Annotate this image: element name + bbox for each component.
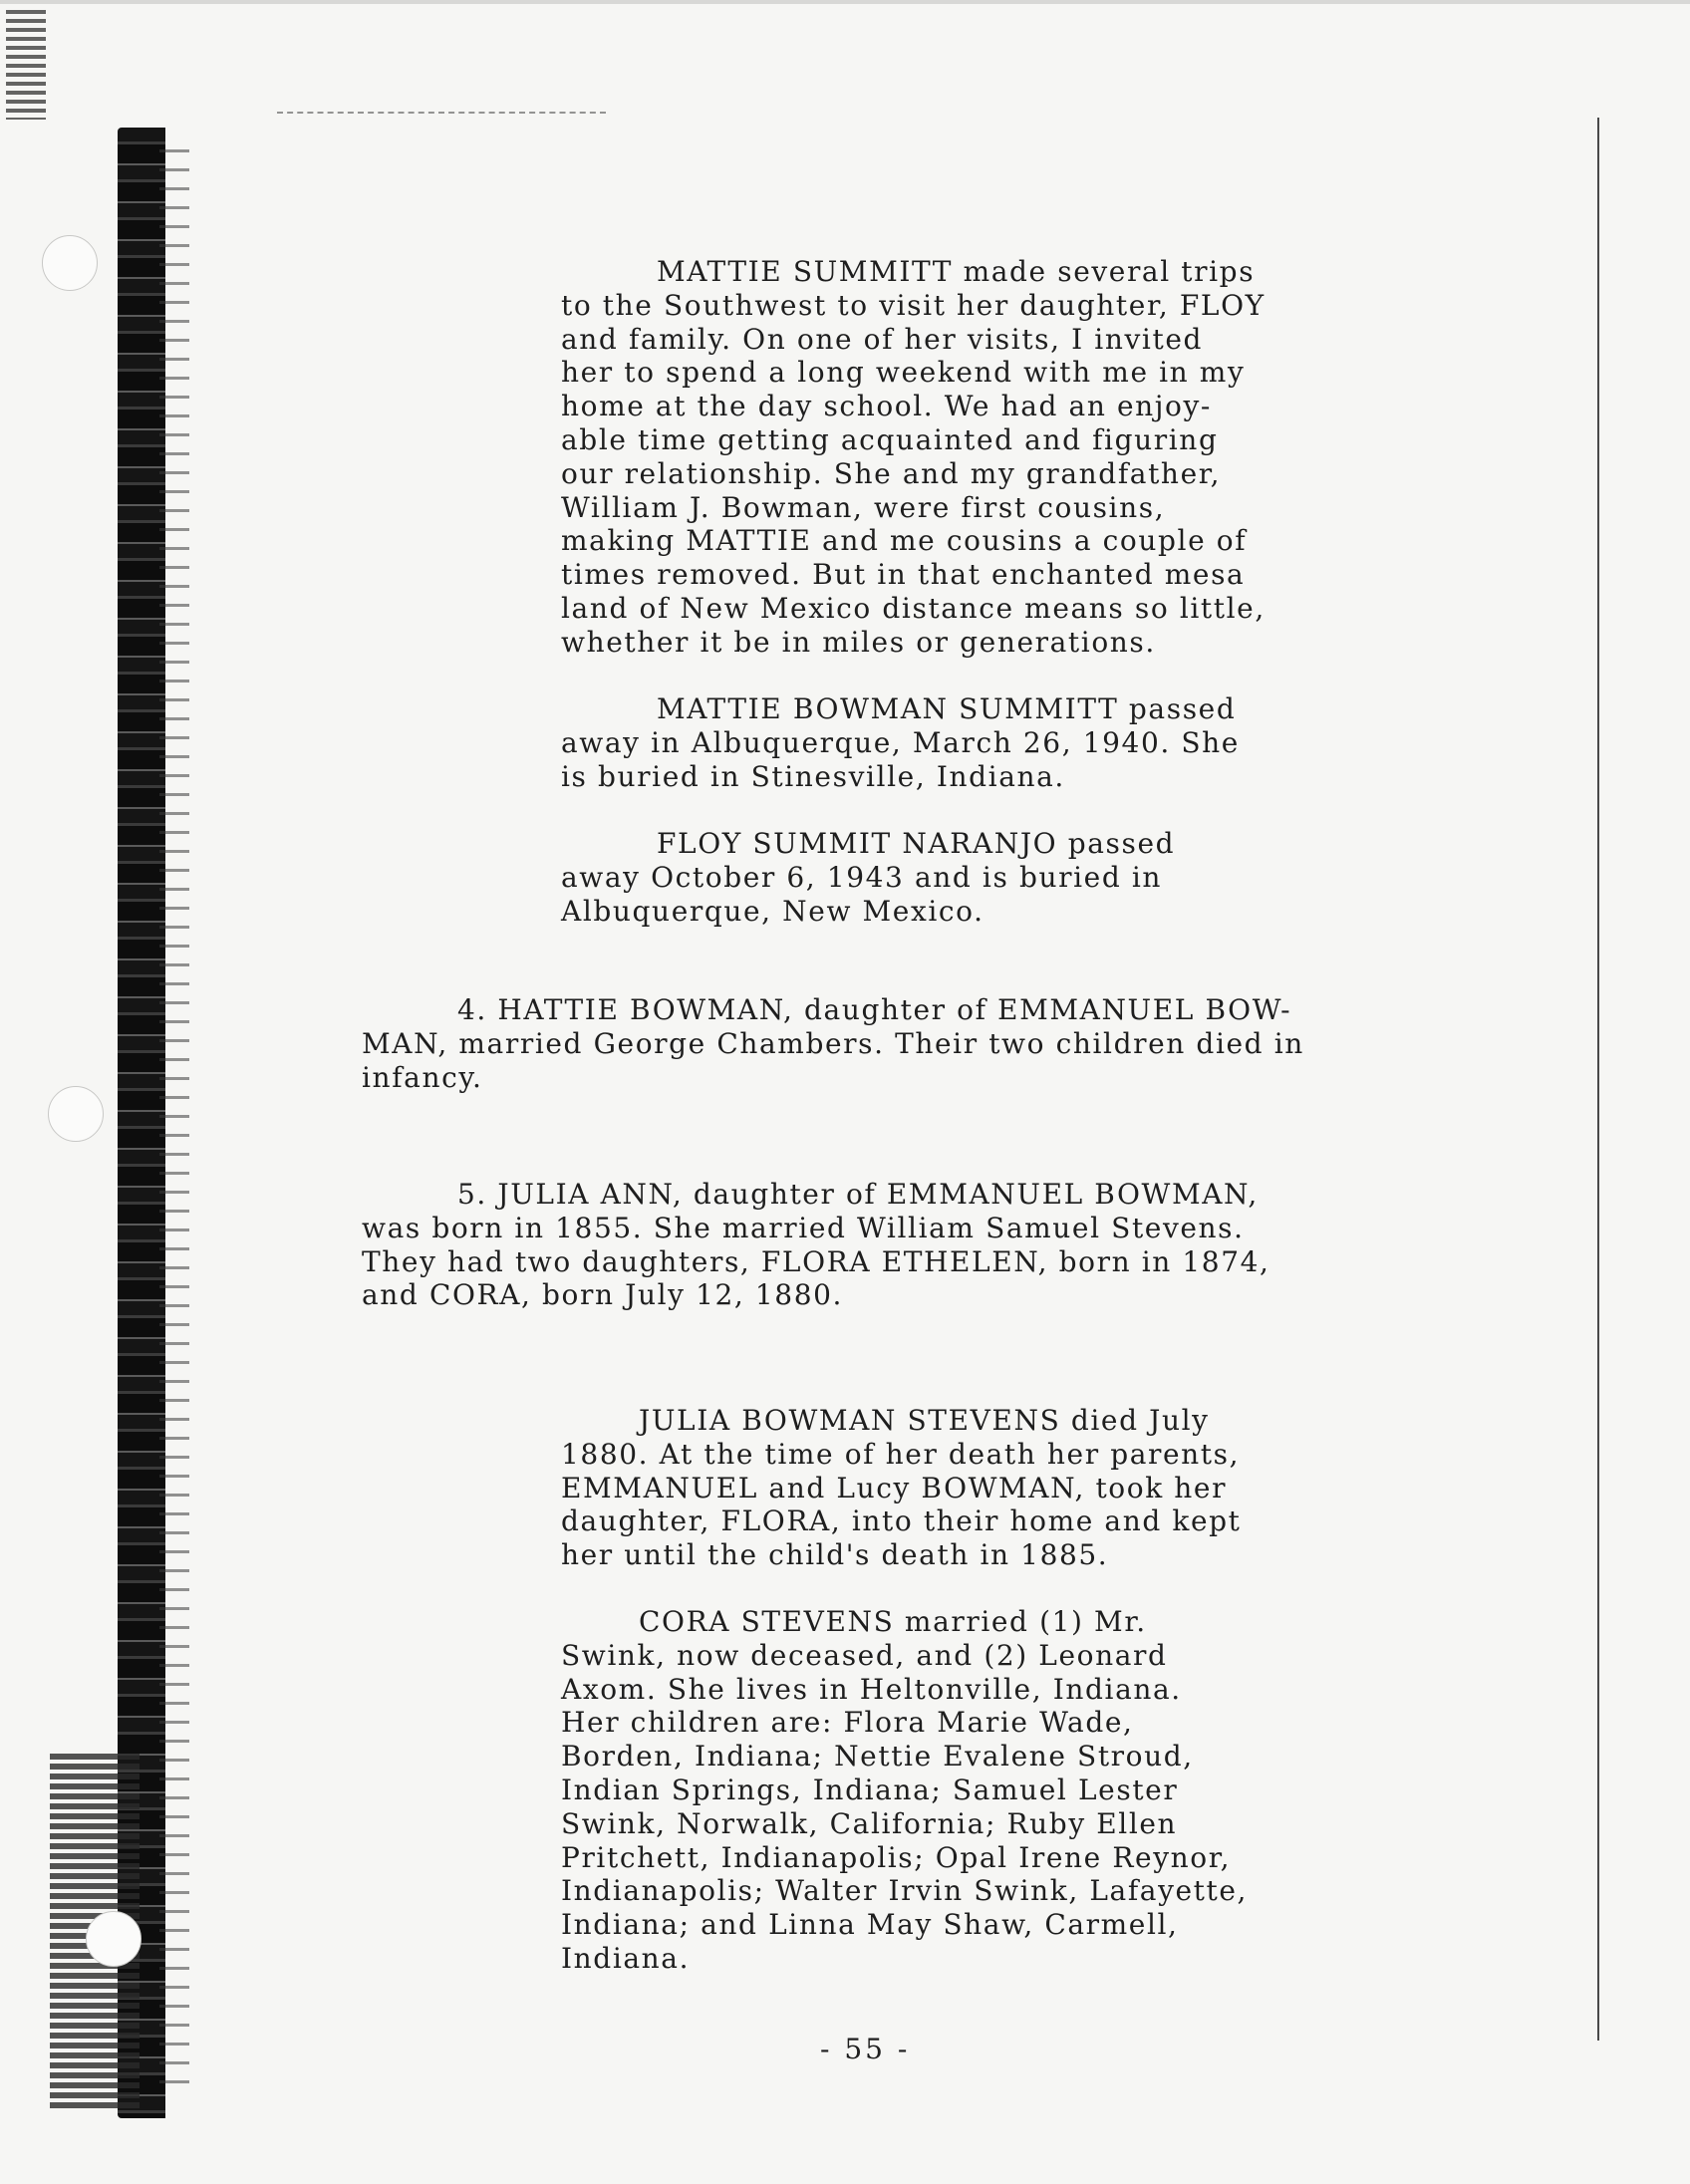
paragraph-mattie-death <box>561 692 1240 793</box>
text-line: They had two daughters, FLORA ETHELEN, born in 1874, <box>362 1244 1270 1278</box>
text-line: her to spend a long weekend with me in my <box>561 356 1246 390</box>
paragraph-julia-death <box>561 1404 1242 1572</box>
text-line: Indiana. <box>561 1941 691 1975</box>
punch-hole-middle <box>48 1086 104 1142</box>
text-line: Swink, Norwalk, California; Ruby Ellen <box>561 1806 1178 1840</box>
text-line: and CORA, born July 12, 1880. <box>362 1278 844 1312</box>
text-line: able time getting acquainted and figuring <box>561 422 1219 456</box>
paragraph-julia-ann <box>362 1178 1270 1312</box>
text-line: land of New Mexico distance means so little, <box>561 591 1266 625</box>
text-line: Borden, Indiana; Nettie Evalene Stroud, <box>561 1740 1194 1774</box>
text-line: home at the day school. We had an enjoy- <box>561 390 1212 423</box>
text-line: Indian Springs, Indiana; Samuel Lester <box>561 1773 1179 1806</box>
text-line: her until the child's death in 1885. <box>561 1538 1109 1572</box>
text-line: Swink, now deceased, and (2) Leonard <box>561 1638 1168 1672</box>
text-line: MATTIE BOWMAN SUMMITT passed <box>657 692 1237 725</box>
text-line: daughter, FLORA, into their home and kept <box>561 1504 1242 1538</box>
page-number: - 55 - <box>820 2033 911 2065</box>
text-line: Albuquerque, New Mexico. <box>561 894 985 928</box>
text-line: our relationship. She and my grandfather, <box>561 456 1222 490</box>
text-line: was born in 1855. She married William Samuel Stevens. <box>362 1211 1245 1244</box>
scan-right-edge-line <box>1597 118 1599 2041</box>
text-line: is buried in Stinesville, Indiana. <box>561 759 1065 793</box>
scan-top-mark <box>277 112 606 114</box>
binding-shadow <box>159 149 189 2092</box>
text-line: away October 6, 1943 and is buried in <box>561 860 1163 894</box>
text-line: to the Southwest to visit her daughter, FLOY <box>561 288 1266 322</box>
paragraph-floy-death <box>561 827 1175 928</box>
text-line: JULIA BOWMAN STEVENS died July <box>639 1404 1210 1437</box>
text-line: 5. JULIA ANN, daughter of EMMANUEL BOWMAN, <box>457 1178 1259 1211</box>
text-line: times removed. But in that enchanted mesa <box>561 558 1246 592</box>
text-line: FLOY SUMMIT NARANJO passed <box>657 827 1176 860</box>
text-line: Pritchett, Indianapolis; Opal Irene Reynor, <box>561 1840 1232 1874</box>
text-line: EMMANUEL and Lucy BOWMAN, took her <box>561 1471 1228 1504</box>
text-line: making MATTIE and me cousins a couple of <box>561 524 1248 558</box>
text-line: Indianapolis; Walter Irvin Swink, Lafayette, <box>561 1874 1249 1908</box>
text-line: Indiana; and Linna May Shaw, Carmell, <box>561 1908 1179 1942</box>
scan-top-edge <box>0 0 1690 4</box>
text-line: infancy. <box>362 1060 483 1094</box>
paragraph-mattie-visits <box>561 255 1266 660</box>
scan-edge-smudge <box>6 10 46 120</box>
paragraph-hattie <box>362 993 1304 1094</box>
text-line: 4. HATTIE BOWMAN, daughter of EMMANUEL BOW- <box>457 993 1292 1026</box>
text-line: whether it be in miles or generations. <box>561 625 1156 659</box>
punch-hole-top <box>42 235 98 291</box>
text-line: and family. On one of her visits, I invited <box>561 322 1204 356</box>
paragraph-cora-stevens <box>561 1605 1248 1976</box>
text-line: 1880. At the time of her death her parents, <box>561 1437 1241 1471</box>
text-line: away in Albuquerque, March 26, 1940. She <box>561 725 1240 759</box>
punch-hole-bottom <box>86 1911 141 1967</box>
text-line: MAN, married George Chambers. Their two children died in <box>362 1026 1304 1060</box>
text-line: Her children are: Flora Marie Wade, <box>561 1706 1134 1740</box>
text-line: Axom. She lives in Heltonville, Indiana. <box>561 1672 1182 1706</box>
text-line: William J. Bowman, were first cousins, <box>561 490 1166 524</box>
text-line: CORA STEVENS married (1) Mr. <box>639 1605 1147 1638</box>
text-line: MATTIE SUMMITT made several trips <box>657 255 1256 288</box>
